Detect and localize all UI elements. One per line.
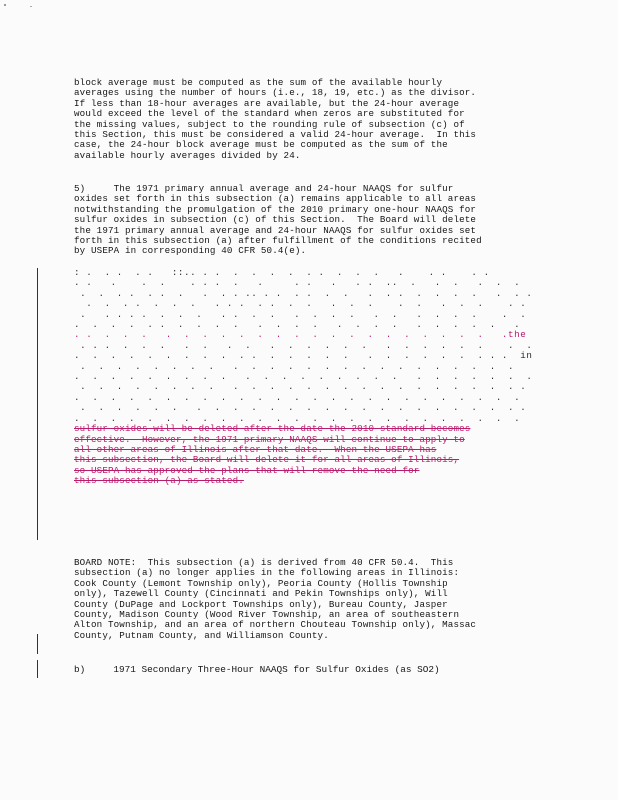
text-line: subsection (a) no longer applies in the following areas in Illinois: [74, 567, 460, 579]
text-line: Alton Township, and an area of northern Chouteau Township only), Massac [74, 619, 477, 631]
illegible-line: . . . . . . . . . . . . . . . . . . . . . . . . [74, 298, 527, 310]
text-line: the missing values, subject to the rounding rule of subsection (c) of [74, 118, 465, 130]
text-line: If less than 18-hour averages are available, but the 24-hour average [74, 97, 460, 109]
text-line: Cook County (Lemont Township only), Peoria County (Hollis Township [74, 577, 448, 589]
illegible-line: . . . . . . . . . . . . . . . . . . . . . . . . [74, 308, 527, 320]
subsection-b-heading: b) 1971 Secondary Three-Hour NAAQS for Sulfur Oxides (as SO2) [74, 664, 440, 675]
illegible-line: . . . . . . . . . . . . . . . . . . . . . . . . [74, 319, 521, 331]
text-line: block average must be computed as the sum of the available hourly [74, 77, 443, 88]
text-line: forth in this subsection (a) after fulfillment of the conditions recited [74, 235, 482, 247]
illegible-line: . . . . . . . . . . . . . . . . . . . . . . . . . [74, 371, 533, 383]
text-line: case, the 24-hour block average must be computed as the sum of the [74, 139, 448, 151]
illegible-line: . . . . . . . . . . . . . . . . . . . . . . . . . [74, 402, 527, 414]
text-line: available hourly averages divided by 24. [74, 149, 301, 161]
illegible-line: . . . . . . . . . . .. . . . . . . . . . . . . . . . . [74, 287, 533, 299]
text-line: averages using the number of hours (i.e., 18, 19, etc.) as the divisor. [74, 87, 477, 99]
text-line: County, Madison County (Wood River Township, an area of southeastern [74, 609, 460, 621]
revision-bar [37, 268, 38, 540]
text-line: the 1971 primary annual average and 24-hour NAAQS for sulfur oxides set [74, 224, 477, 236]
struck-line: this subsection (a) as stated. [74, 475, 244, 487]
scan-speck [4, 4, 6, 6]
illegible-line: . . . . . . . . . . . . . . . .. . . . . . . [74, 277, 521, 289]
text-line: County (DuPage and Lockport Townships only), Bureau County, Jasper [74, 598, 448, 610]
text-line: BOARD NOTE: This subsection (a) is derived from 40 CFR 50.4. This [74, 557, 454, 568]
text-line: by USEPA in corresponding 40 CFR 50.4(e). [74, 245, 307, 257]
text-line: 5) The 1971 primary annual average and 24-hour NAAQS for sulfur [74, 183, 454, 194]
text-line: this Section, this must be considered a valid 24-hour average. In this [74, 129, 477, 141]
illegible-line: . . . . . . . . . . . . . . . . . . . . . . . . . [74, 381, 527, 393]
text-line: sulfur oxides in subsection (c) of this Section. The Board will delete [74, 214, 477, 226]
text-line: County, Putnam County, and Williamson County. [74, 629, 329, 641]
illegible-line: . . . . . . . . . . . . . . . . . . . . . . . . . in [74, 350, 533, 362]
struck-line: sulfur oxides will be deleted after the date the 2010 standard becomes [74, 423, 471, 435]
item-5-paragraph [74, 184, 544, 257]
continuation-paragraph [74, 78, 544, 161]
struck-line: so USEPA has approved the plans that will remove the need for [74, 464, 420, 476]
illegible-line: . . . . . . . . . . . . . . . . . . . . . . . .the [74, 329, 527, 341]
text-line: notwithstanding the promulgation of the 2010 primary one-hour NAAQS for [74, 203, 477, 215]
board-note [74, 558, 544, 641]
struck-line: effective. However, the 1971 primary NAAQS will continue to apply to [74, 433, 465, 445]
scan-speck [30, 6, 32, 7]
struck-line: this subsection, the Board will delete it for all areas of Illinois, [74, 454, 460, 466]
illegible-line: . . . . . . . . . . . . . . . . . . . . . . . . . [74, 412, 521, 424]
illegible-line: . . . . . . . . . . . . . . . . . . . . . . . . . [74, 391, 521, 403]
text-line: oxides set forth in this subsection (a) remains applicable to all areas [74, 193, 477, 205]
text-line: would exceed the level of the standard when zeros are substituted for [74, 108, 465, 120]
illegible-struck-block [74, 268, 544, 487]
illegible-line: : . . . . . ::.. . . . . . . . . . . . . . . . . [74, 267, 490, 278]
revision-bar [37, 660, 38, 678]
revision-bar [37, 634, 38, 654]
struck-line: all other areas of Illinois after that date. When the USEPA has [74, 443, 437, 455]
illegible-line: . . . . . . . . . . . . . . . . . . . . . . . . [74, 339, 533, 351]
text-line: only), Tazewell County (Cincinnati and Pekin Townships only), Will [74, 588, 448, 600]
illegible-line: . . . . . . . . . . . . . . . . . . . . . . . . [74, 360, 515, 372]
